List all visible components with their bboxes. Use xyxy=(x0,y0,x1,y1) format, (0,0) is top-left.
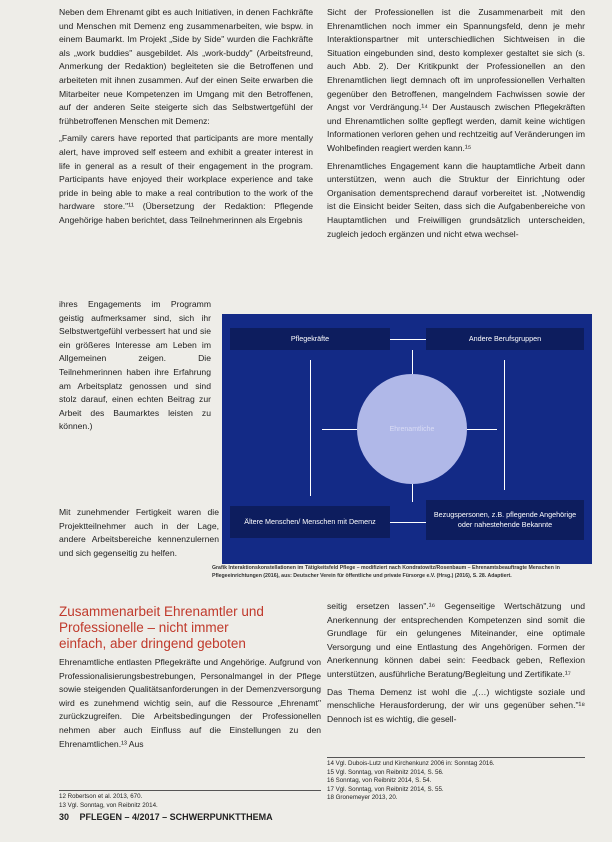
arrow-right xyxy=(504,360,505,490)
box-elderly: Ältere Menschen/ Menschen mit Demenz xyxy=(230,506,390,538)
right-column-bottom xyxy=(327,600,585,730)
footnotes-left xyxy=(59,790,321,810)
heading-line: Zusammenarbeit Ehrenamtler und xyxy=(59,604,264,619)
paragraph: ihres Engagements im Programm geistig aufmerksamer sind, sich ihr Selbstwertgefühl verbessert hat und sie ein größeres Interesse am Leben im Allgemeinen zeigen. Die Teilnehmerinnen haben ihre Erfahrung am Arbeitsplatz genossen und sind stolz darauf, einen echten Beitrag zur Arbeit des Baumarktes leisten zu können.) xyxy=(59,299,211,432)
footnote: 16 Sonntag, von Reibnitz 2014, S. 54. xyxy=(327,777,432,784)
paragraph: seitig ersetzen lassen".¹⁶ Gegenseitige Wertschätzung und Anerkennung der entsprechenden Kompetenzen sind somit die Grundlage für ein gelungenes Miteinander, eine optimale Versorgung und eine Entlastung des Angehörigen. Formen der Anerkennung können dabei sein: Feedback geben, Reflexion unterstützen, ausführliche Beratung/Begleitung und Zertifikate.¹⁷ xyxy=(327,601,585,679)
arrow-top xyxy=(390,339,426,340)
left-column-top xyxy=(59,6,313,232)
page-number: 30 xyxy=(59,812,70,822)
box-other-professions: Andere Berufsgruppen xyxy=(426,328,584,350)
left-column-wrap xyxy=(59,298,211,438)
quote-paragraph: „Family carers have reported that participants are more mentally alert, have improved self esteem and exhibit a greater interest in life in general as a result of their engagement in the program. Participants have enjoyed their workplace experience and take pride in being able to make a real contribution to the work of the hardware store."¹¹ (Übersetzung der Redaktion: Pflegende Angehörige haben berichtet, dass Teilnehmerinnen als Ergebnis xyxy=(59,133,313,225)
footnote: 15 Vgl. Sonntag, von Reibnitz 2014, S. 56. xyxy=(327,768,444,776)
paragraph: Das Thema Demenz ist wohl die „(…) wichtigste soziale und menschliche Herausforderung, der wir uns gegenüber sehen."¹⁸ Dennoch ist es wichtig, die gesell- xyxy=(327,686,585,724)
page-footer xyxy=(59,812,359,822)
section-heading xyxy=(59,604,321,652)
paragraph: Sicht der Professionellen ist die Zusammenarbeit mit den Ehrenamtlichen noch immer ein Spannungsfeld, denn je mehr Interaktionspartner mit unterschiedlichen Sichtweisen in die Situation eingebunden sind, desto komplexer gestaltet sie sich (s. auch Abb. 2). Der Kritikpunkt der Professionellen an den Ehrenamtlichen liegt demnach oft im unprofessionellen Verhalten gegenüber den Betroffenen, mangelndem Fachwissen sowie der Angst vor Verdrängung.¹⁴ Der Austausch zwischen Pflegekräften und Ehrenamtlichen sollte gepflegt werden, damit keine wichtigen Informationen verloren gehen und rechtzeitig auf Veränderungen im Wohlbefinden reagiert werden kann.¹⁵ xyxy=(327,7,585,153)
footer-text: PFLEGEN – 4/2017 – SCHWERPUNKTTHEMA xyxy=(79,812,273,822)
circle-volunteers: Ehrenamtliche xyxy=(357,374,467,484)
footnote: 13 Vgl. Sonntag, von Reibnitz 2014. xyxy=(59,801,158,809)
arrow-center-bottom xyxy=(412,484,413,502)
arrow-bottom xyxy=(390,522,426,523)
footnotes-right xyxy=(327,757,585,803)
right-column-top xyxy=(327,6,585,245)
figure-caption: Grafik Interaktionskonstellationen im Tätigkeitsfeld Pflege – modifiziert nach Kondratowitz/Rosenbaum – Ehrenamtsbeauftragte Menschen in Pflegeeinrichtungen (2016), aus: Deutscher Verein für öffentliche und private Fürsorge e.V. (Hrsg.) (2016), S. 28. Adaptiert. xyxy=(212,565,560,579)
box-relatives: Bezugspersonen, z.B. pflegende Angehörige oder nahestehende Bekannte xyxy=(426,500,584,540)
heading-line: Professionelle – nicht immer xyxy=(59,620,229,635)
footnote: 12 Robertson et al. 2013, 670. xyxy=(59,793,143,800)
paragraph: Neben dem Ehrenamt gibt es auch Initiativen, in denen Fachkräfte und Menschen mit Demenz eng zusammenarbeiten, wie bspw. in einem Baumarkt. Im Projekt „Side by Side" wurden die Fachkräfte als „work buddies" ausgebildet. Als „work-buddy" (Arbeitsfreund, Anmerkung der Redaktion) begleiteten sie die Betroffenen und arbeiteten mit ihnen zusammen. Auf der einen Seite erwarben die Mitarbeiter neue Kompetenzen im Umgang mit den Betroffenen, auf der anderen Seite steigerte sich das Selbstwertgefühl der frühbetroffenen Menschen mit Demenz: xyxy=(59,7,313,126)
left-column-bottom xyxy=(59,656,321,755)
arrow-left xyxy=(310,360,311,496)
arrow-center-top xyxy=(412,350,413,374)
footnote: 14 Vgl. Dubois-Lutz und Kirchenkunz 2006 in: Sonntag 2016. xyxy=(327,760,495,767)
arrow-center-right xyxy=(467,429,497,430)
footnote: 17 Vgl. Sonntag, von Reibnitz 2014, S. 55. xyxy=(327,785,444,793)
paragraph: Ehrenamtliches Engagement kann die hauptamtliche Arbeit dann unterstützen, wenn auch die Struktur der Einrichtung oder Organisation dementsprechend darauf vorbereitet ist. „Notwendig ist die Einsicht beider Seiten, dass sich die Aufgabenbereiche von Hauptamtlichen und Freiwilligen grundsätzlich unterscheiden, zugleich jedoch ergänzen und nicht etwa wechsel- xyxy=(327,160,585,239)
paragraph: Mit zunehmender Fertigkeit waren die Projektteilnehmer auch in der Lage, andere Arbeitsbereiche kennenzulernen und sich gegenseitig zu helfen. xyxy=(59,507,219,558)
arrow-center-left xyxy=(322,429,357,430)
heading-line: einfach, aber dringend geboten xyxy=(59,636,246,651)
box-caregivers: Pflegekräfte xyxy=(230,328,390,350)
left-column-wrap-2 xyxy=(59,506,219,564)
footnote: 18 Gronemeyer 2013, 20. xyxy=(327,794,398,801)
interaction-diagram xyxy=(222,314,592,564)
paragraph: Ehrenamtliche entlasten Pflegekräfte und Angehörige. Aufgrund von Professionalisierungsbestrebungen, Personalmangel in der Pflege sowie steigenden Qualitätsanforderungen in der Demenzversorgung wird es zunehmend wichtig sein, auf die Ressource „Ehrenamt" zurückzugreifen. Die Arbeitsbedingungen der Professionellen nehmen aber auch Einfluss auf die Einstellungen zu den Ehrenamtlichen.¹³ Aus xyxy=(59,657,321,749)
